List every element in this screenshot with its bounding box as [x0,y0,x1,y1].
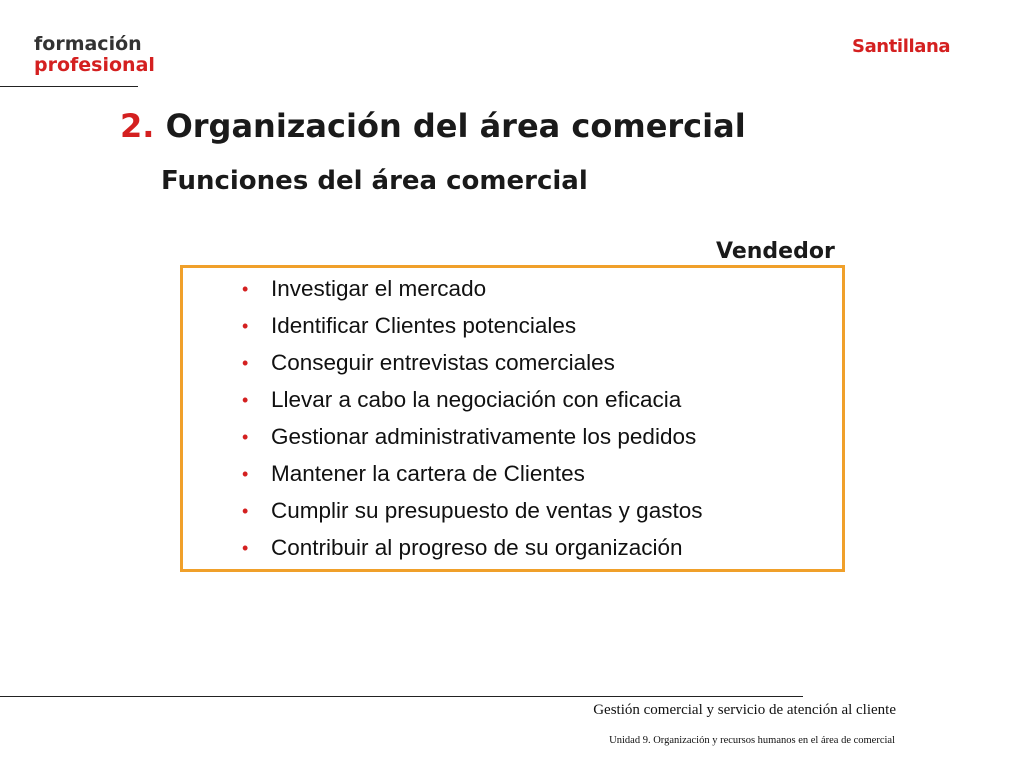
bullet-icon: • [242,279,249,299]
section-title: Organización del área comercial [165,107,746,145]
bullet-icon: • [242,390,249,410]
bullet-icon: • [242,538,249,558]
bullet-icon: • [242,501,249,521]
list-item [242,272,702,309]
logo-line-1: formación [34,33,142,55]
list-item [242,531,702,568]
list-item [242,383,702,420]
list-item-text: Gestionar administrativamente los pedidos [271,424,697,449]
list-item [242,457,702,494]
section-number: 2. [120,107,155,145]
role-label: Vendedor [716,239,835,264]
functions-list [242,272,702,568]
santillana-logo: Santillana [852,36,951,57]
bullet-icon: • [242,316,249,336]
logo-divider [0,86,138,87]
footer-book-title: Gestión comercial y servicio de atención al cliente [593,702,896,718]
list-item-text: Llevar a cabo la negociación con eficacia [271,387,682,412]
list-item-text: Investigar el mercado [271,276,487,301]
bullet-icon: • [242,427,249,447]
bullet-icon: • [242,353,249,373]
list-item-text: Contribuir al progreso de su organización [271,535,683,560]
list-item [242,420,702,457]
logo-line-2: profesional [34,54,155,76]
footer-unit-title: Unidad 9. Organización y recursos humanos en el área de comercial [609,735,895,746]
formacion-profesional-logo [34,34,155,76]
bullet-icon: • [242,464,249,484]
list-item-text: Identificar Clientes potenciales [271,313,577,338]
list-item [242,309,702,346]
footer-divider [0,696,803,697]
list-item-text: Conseguir entrevistas comerciales [271,350,615,375]
slide-title [120,107,746,145]
list-item-text: Cumplir su presupuesto de ventas y gastos [271,498,703,523]
list-item [242,346,702,383]
list-item-text: Mantener la cartera de Clientes [271,461,585,486]
list-item [242,494,702,531]
slide-subtitle: Funciones del área comercial [161,166,588,196]
